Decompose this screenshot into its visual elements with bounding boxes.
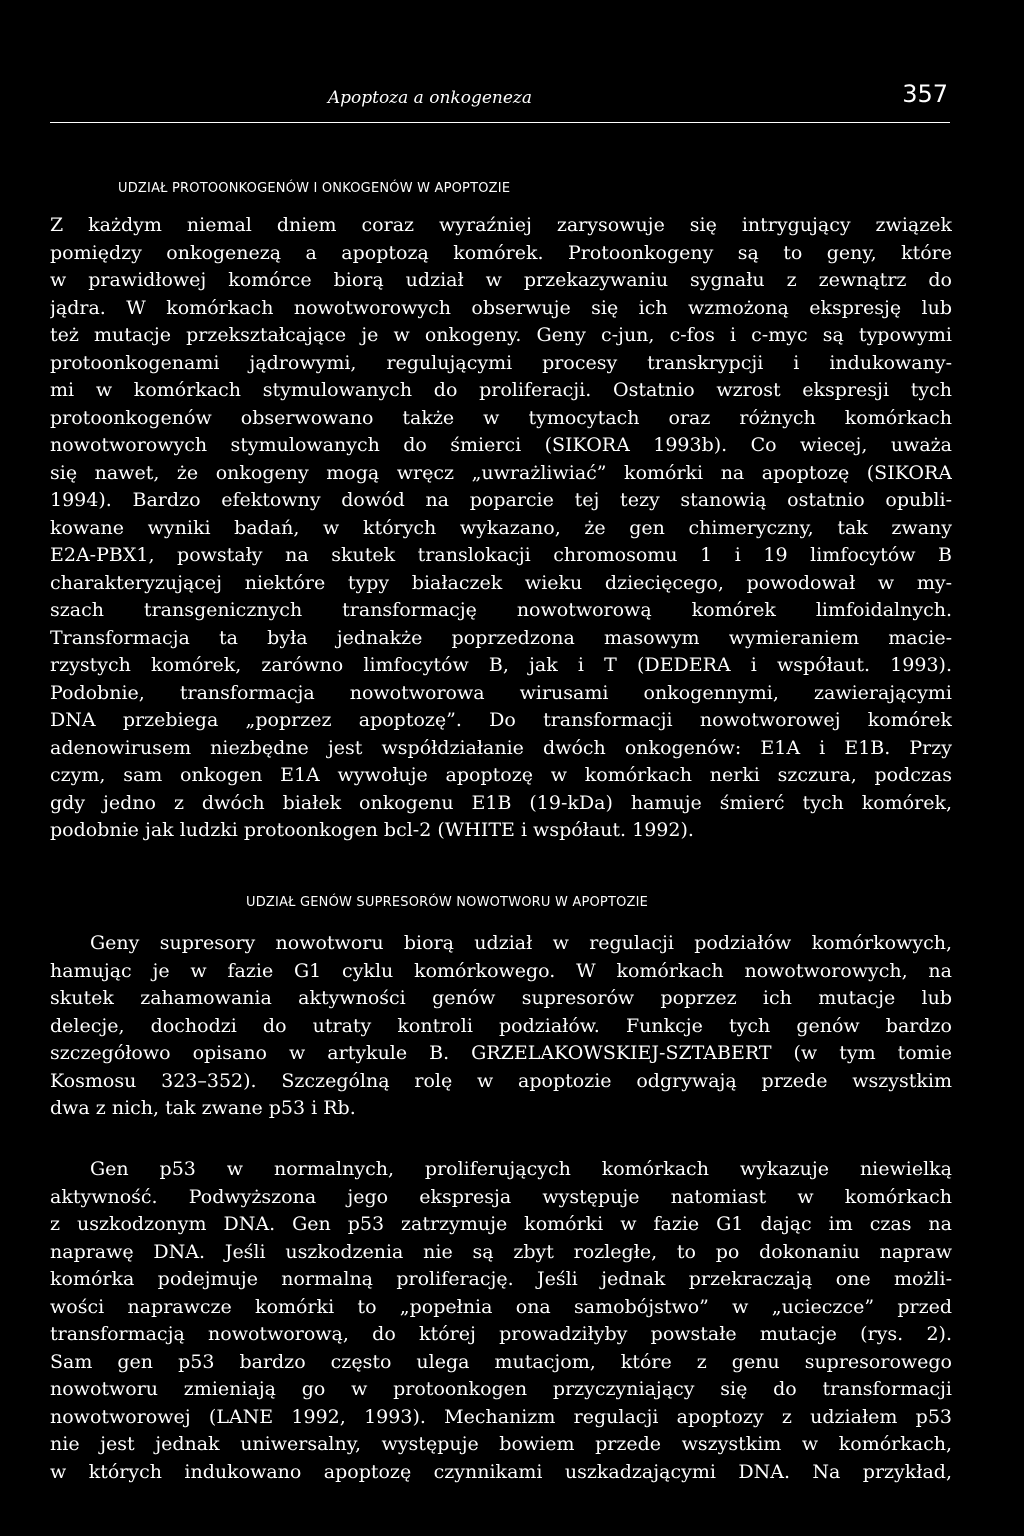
- text-line: szczegółowo opisano w artykule B. GRZELAKOWSKIEJ-SZTABERT (w tym tomie: [50, 1042, 952, 1064]
- text-line: protoonkogenów obserwowano także w tymocytach oraz różnych komórkach: [50, 406, 952, 429]
- text-line: E2A-PBX1, powstały na skutek translokacji chromosomu 1 i 19 limfocytów B: [50, 544, 952, 566]
- text-line: mi w komórkach stymulowanych do proliferacji. Ostatnio wzrost ekspresji tych: [50, 379, 952, 401]
- text-line: nowotworu zmieniają go w protoonkogen przyczyniający się do transformacji: [50, 1378, 952, 1400]
- text-line: Kosmosu 323–352). Szczególną rolę w apoptozie odgrywają przede wszystkim: [50, 1069, 952, 1092]
- text-line: nowotworowej (LANE 1992, 1993). Mechanizm regulacji apoptozy z udziałem p53: [50, 1405, 952, 1428]
- section-heading-suppressor-genes: UDZIAŁ GENÓW SUPRESORÓW NOWOTWORU W APOPTOZIE: [246, 895, 649, 910]
- page-number: 357: [902, 80, 948, 108]
- text-line: DNA przebiega „poprzez apoptozę”. Do transformacji nowotworowej komórek: [50, 709, 952, 731]
- text-line: Sam gen p53 bardzo często ulega mutacjom, które z genu supresorowego: [50, 1350, 952, 1373]
- text-line: się nawet, że onkogeny mogą wręcz „uwrażliwiać” komórki na apoptozę (SIKORA: [50, 461, 952, 484]
- text-line: nie jest jednak uniwersalny, występuje bowiem przede wszystkim w komórkach,: [50, 1433, 952, 1455]
- text-line: dwa z nich, tak zwane p53 i Rb.: [50, 1097, 356, 1119]
- text-line: Z każdym niemal dniem coraz wyraźniej zarysowuje się intrygujący związek: [50, 214, 952, 236]
- text-line: transformacją nowotworową, do której prowadziłyby powstałe mutacje (rys. 2).: [50, 1323, 952, 1345]
- text-line: w prawidłowej komórce biorą udział w przekazywaniu sygnału z zewnątrz do: [50, 269, 952, 291]
- paragraph-p53: [50, 1156, 952, 1486]
- text-line: rzystych komórek, zarówno limfocytów B, jak i T (DEDERA i współaut. 1993).: [50, 654, 952, 676]
- text-line: komórka podejmuje normalną proliferację. Jeśli jednak przekraczają one możli-: [50, 1268, 952, 1290]
- running-head-title: Apoptoza a onkogeneza: [327, 88, 532, 108]
- text-line: czym, sam onkogen E1A wywołuje apoptozę w komórkach nerki szczura, podczas: [50, 764, 952, 786]
- text-line: aktywność. Podwyższona jego ekspresja występuje natomiast w komórkach: [50, 1185, 952, 1208]
- text-line: kowane wyniki badań, w których wykazano, że gen chimeryczny, tak zwany: [50, 516, 952, 539]
- text-line: jądra. W komórkach nowotworowych obserwuje się ich wzmożoną ekspresję lub: [50, 296, 952, 319]
- text-line: w których indukowano apoptozę czynnikami uszkadzającymi DNA. Na przykład,: [50, 1460, 952, 1483]
- text-line: podobnie jak ludzki protoonkogen bcl-2 (WHITE i współaut. 1992).: [50, 819, 694, 841]
- text-line: 1994). Bardzo efektowny dowód na poparcie tej tezy stanowią ostatnio opubli-: [50, 489, 952, 511]
- text-line: charakteryzującej niektóre typy białaczek wieku dziecięcego, powodował w my-: [50, 571, 952, 594]
- text-line: skutek zahamowania aktywności genów supresorów poprzez ich mutacje lub: [50, 987, 952, 1009]
- text-line: Transformacja ta była jednakże poprzedzona masowym wymieraniem macie-: [50, 626, 952, 649]
- text-line: gdy jedno z dwóch białek onkogenu E1B (19-kDa) hamuje śmierć tych komórek,: [50, 791, 952, 814]
- text-line: nowotworowych stymulowanych do śmierci (SIKORA 1993b). Co wiecej, uważa: [50, 434, 952, 456]
- text-line: pomiędzy onkogenezą a apoptozą komórek. Protoonkogeny są to geny, które: [50, 241, 952, 264]
- text-line: szach transgenicznych transformację nowotworową komórek limfoidalnych.: [50, 599, 952, 621]
- text-line: delecje, dochodzi do utraty kontroli podziałów. Funkcje tych genów bardzo: [50, 1014, 952, 1037]
- text-line: wości naprawcze komórki to „popełnia ona samobójstwo” w „ucieczce” przed: [50, 1295, 952, 1318]
- running-head: [50, 80, 950, 123]
- paragraph-protooncogenes: [50, 212, 952, 845]
- text-line: Podobnie, transformacja nowotworowa wirusami onkogennymi, zawierającymi: [50, 681, 952, 704]
- text-line: protoonkogenami jądrowymi, regulującymi procesy transkrypcji i indukowany-: [50, 351, 952, 374]
- text-line: Gen p53 w normalnych, proliferujących komórkach wykazuje niewielką: [90, 1158, 952, 1180]
- text-line: też mutacje przekształcające je w onkogeny. Geny c-jun, c-fos i c-myc są typowymi: [50, 324, 952, 346]
- text-line: naprawę DNA. Jeśli uszkodzenia nie są zbyt rozległe, to po dokonaniu napraw: [50, 1240, 952, 1263]
- text-line: adenowirusem niezbędne jest współdziałanie dwóch onkogenów: E1A i E1B. Przy: [50, 736, 952, 759]
- paragraph-suppressor-genes: [50, 930, 952, 1123]
- text-line: hamując je w fazie G1 cyklu komórkowego. W komórkach nowotworowych, na: [50, 959, 952, 982]
- text-line: z uszkodzonym DNA. Gen p53 zatrzymuje komórki w fazie G1 dając im czas na: [50, 1213, 952, 1235]
- text-line: Geny supresory nowotworu biorą udział w regulacji podziałów komórkowych,: [90, 932, 952, 954]
- section-heading-protooncogenes: UDZIAŁ PROTOONKOGENÓW I ONKOGENÓW W APOPTOZIE: [118, 181, 511, 196]
